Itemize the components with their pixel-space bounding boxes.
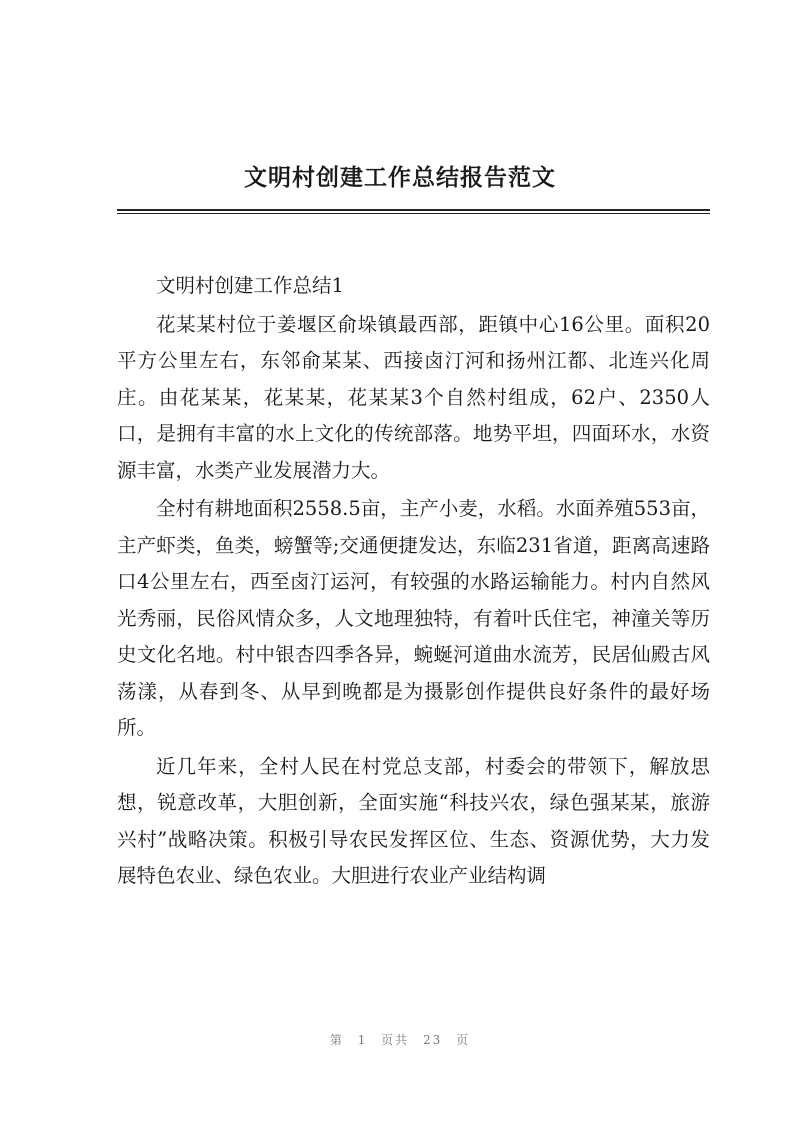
footer-page-suffix: 页 <box>456 1033 471 1047</box>
paragraph-2: 全村有耕地面积2558.5亩，主产小麦，水稻。水面养殖553亩，主产虾类，鱼类，螃蟹等;交通便捷发达，东临231省道，距离高速路口4公里左右，西至卤汀运河，有较强的水路运输能力。村内自然风光秀丽，民俗风情众多，人文地理独特，有着叶氏住宅，神潼关等历史文化名地。村中银杏四季各异，蜿蜒河道曲水流芳，民居仙殿古风荡漾，从春到冬、从早到晚都是为摄影创作提供良好条件的最好场所。 <box>117 497 710 739</box>
page-footer <box>0 1031 800 1048</box>
section-heading: 文明村创建工作总结1 <box>156 274 344 297</box>
title-divider-thick <box>117 209 710 211</box>
document-title: 文明村创建工作总结报告范文 <box>244 164 556 191</box>
title-divider-thin <box>117 213 710 214</box>
paragraph-3: 近几年来，全村人民在村党总支部，村委会的带领下，解放思想，锐意改革，大胆创新，全面实施“科技兴农，绿色强某某，旅游兴村”战略决策。积极引导农民发挥区位、生态、资源优势，大力发展特色农业、绿色农业。大胆进行农业产业结构调 <box>117 754 710 887</box>
document-body <box>117 268 710 897</box>
paragraph-1: 花某某村位于姜堰区俞垛镇最西部，距镇中心16公里。面积20平方公里左右，东邻俞某某、西接卤汀河和扬州江都、北连兴化周庄。由花某某，花某某，花某某3个自然村组成，62户、2350人口，是拥有丰富的水上文化的传统部落。地势平坦，四面环水，水资源丰富，水类产业发展潜力大。 <box>117 312 710 482</box>
footer-page-word: 第 <box>329 1033 344 1047</box>
footer-page-of: 页共 <box>381 1033 410 1047</box>
footer-total-pages: 23 <box>423 1033 443 1047</box>
footer-page-number: 1 <box>357 1033 368 1047</box>
